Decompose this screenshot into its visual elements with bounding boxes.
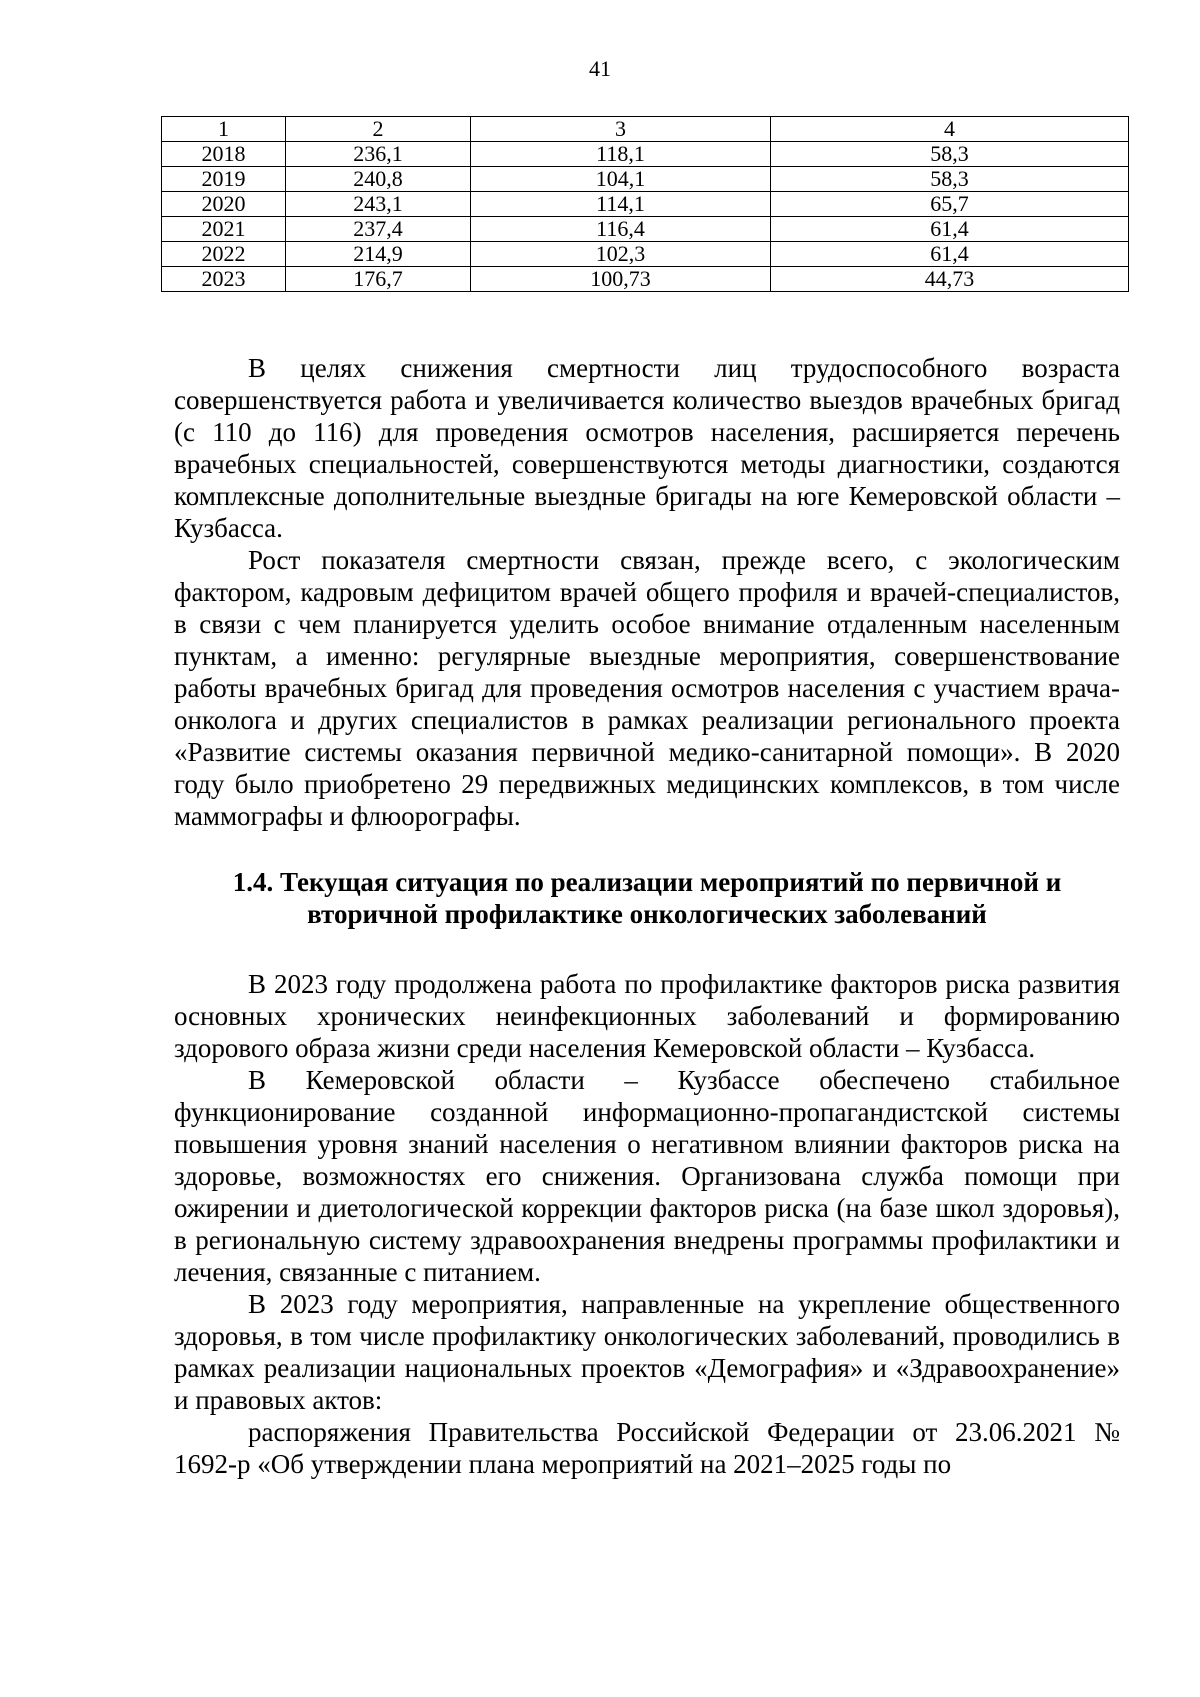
table-row (162, 267, 1129, 292)
table-header-cell: 3 (471, 117, 771, 142)
table-cell: 2022 (162, 242, 286, 267)
table-cell: 2018 (162, 142, 286, 167)
table-row (162, 192, 1129, 217)
document-body (174, 352, 1120, 1480)
table-cell: 102,3 (471, 242, 771, 267)
table-cell: 61,4 (771, 242, 1129, 267)
table-row (162, 142, 1129, 167)
table-cell: 58,3 (771, 142, 1129, 167)
paragraph: распоряжения Правительства Российской Федерации от 23.06.2021 № 1692-р «Об утверждении плана мероприятий на 2021–2025 годы по (174, 1417, 1120, 1479)
table-cell: 240,8 (286, 167, 471, 192)
paragraph: В целях снижения смертности лиц трудоспособного возраста совершенствуется работа и увеличивается количество выездов врачебных бригад (с 110 до 116) для проведения осмотров населения, расширяется перечень врачебных специальностей, совершенствуются методы диагностики, создаются комплексные дополнительные выездные бригады на юге Кемеровской области – Кузбасса. (174, 353, 1120, 543)
table-cell: 214,9 (286, 242, 471, 267)
table-cell: 61,4 (771, 217, 1129, 242)
table-cell: 237,4 (286, 217, 471, 242)
table-header-row (162, 117, 1129, 142)
table-cell: 116,4 (471, 217, 771, 242)
table-cell: 2021 (162, 217, 286, 242)
table-row (162, 217, 1129, 242)
table-cell: 114,1 (471, 192, 771, 217)
table-cell: 118,1 (471, 142, 771, 167)
table-cell: 176,7 (286, 267, 471, 292)
table-cell: 104,1 (471, 167, 771, 192)
table-cell: 236,1 (286, 142, 471, 167)
table-header-cell: 4 (771, 117, 1129, 142)
section-heading-line: вторичной профилактике онкологических заболеваний (307, 899, 987, 929)
table-row (162, 167, 1129, 192)
page-number: 41 (589, 56, 611, 81)
paragraph: В 2023 году продолжена работа по профилактике факторов риска развития основных хронических неинфекционных заболеваний и формированию здорового образа жизни среди населения Кемеровской области – Кузбасса. (174, 969, 1120, 1063)
table-cell: 243,1 (286, 192, 471, 217)
table-header-cell: 2 (286, 117, 471, 142)
table-cell: 44,73 (771, 267, 1129, 292)
section-heading (174, 866, 1120, 930)
table-cell: 58,3 (771, 167, 1129, 192)
table-row (162, 242, 1129, 267)
table-cell: 100,73 (471, 267, 771, 292)
paragraph: В Кемеровской области – Кузбассе обеспечено стабильное функционирование созданной информационно-пропагандистской системы повышения уровня знаний населения о негативном влиянии факторов риска на здоровье, возможностях его снижения. Организована служба помощи при ожирении и диетологической коррекции факторов риска (на базе школ здоровья), в региональную систему здравоохранения внедрены программы профилактики и лечения, связанные с питанием. (174, 1065, 1120, 1287)
table-cell: 2019 (162, 167, 286, 192)
table-header-cell: 1 (162, 117, 286, 142)
table-cell: 2023 (162, 267, 286, 292)
section-heading-line: 1.4. Текущая ситуация по реализации мероприятий по первичной и (232, 867, 1062, 897)
table-cell: 65,7 (771, 192, 1129, 217)
paragraph: Рост показателя смертности связан, прежде всего, с экологическим фактором, кадровым дефицитом врачей общего профиля и врачей-специалистов, в связи с чем планируется уделить особое внимание отдаленным населенным пунктам, а именно: регулярные выездные мероприятия, совершенствование работы врачебных бригад для проведения осмотров населения с участием врача-онколога и других специалистов в рамках реализации регионального проекта «Развитие системы оказания первичной медико-санитарной помощи». В 2020 году было приобретено 29 передвижных медицинских комплексов, в том числе маммографы и флюорографы. (174, 545, 1120, 831)
paragraph: В 2023 году мероприятия, направленные на укрепление общественного здоровья, в том числе профилактику онкологических заболеваний, проводились в рамках реализации национальных проектов «Демография» и «Здравоохранение» и правовых актов: (174, 1289, 1120, 1415)
data-table (161, 116, 1129, 292)
table-cell: 2020 (162, 192, 286, 217)
